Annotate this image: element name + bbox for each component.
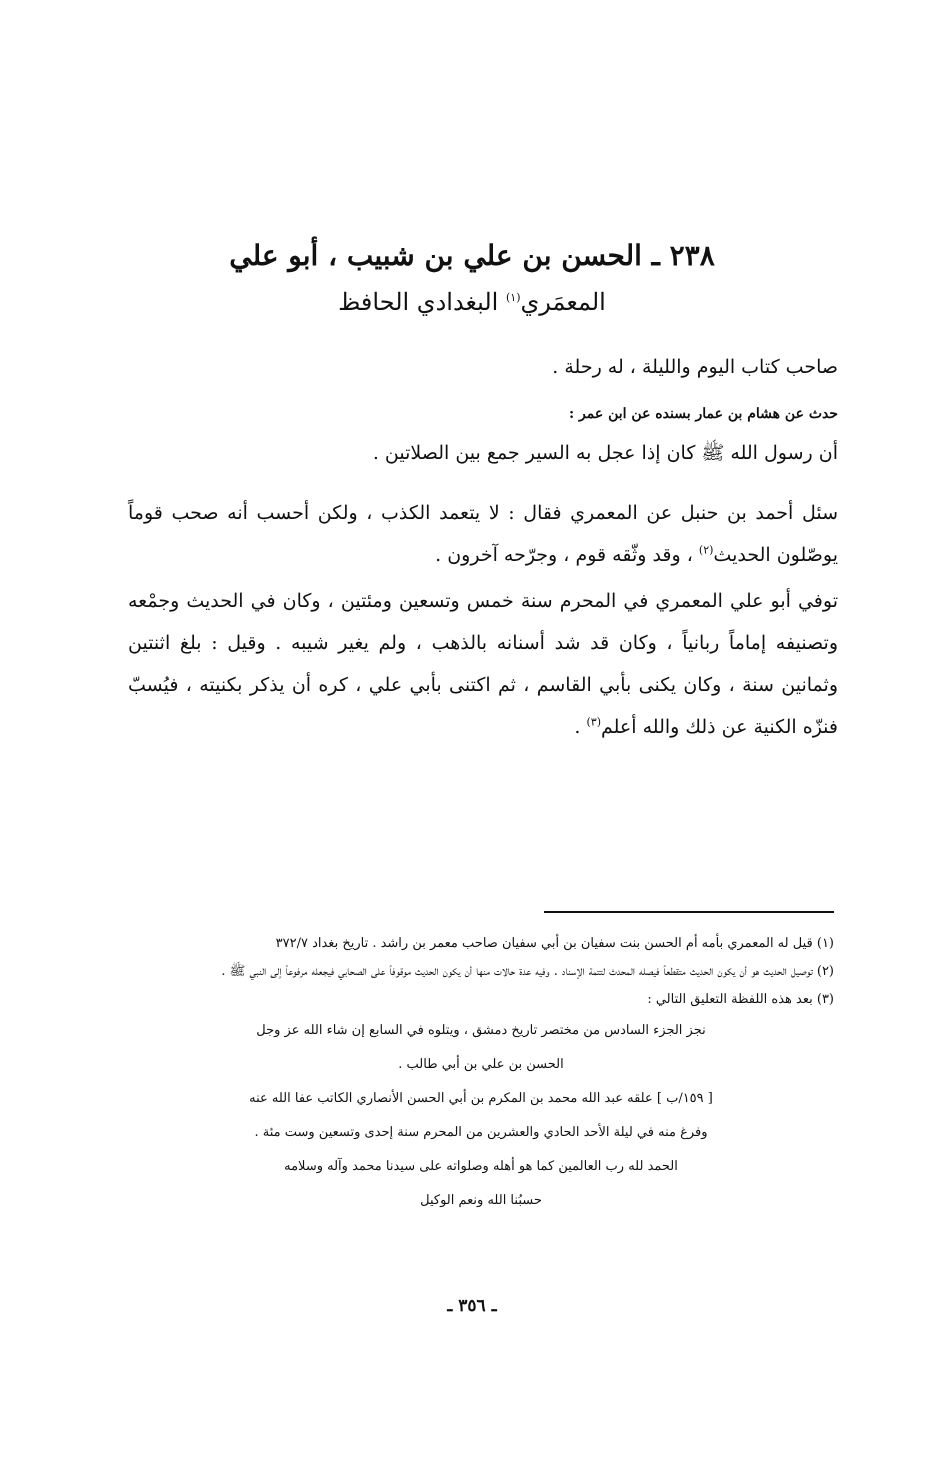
page-number: ـ ٣٥٦ ـ [447,1296,497,1316]
subtitle-rest: البغدادي الحافظ [338,288,506,316]
footnote-ref-2: (٢) [698,543,714,557]
colophon-line: وفرغ منه في ليلة الأحد الحادي والعشرين من المحرم سنة إحدى وتسعين وست مئة . [254,1125,708,1140]
footnote-separator [544,911,834,913]
grading-rest: ، وقد وثّقه قوم ، وجرّحه آخرون . [435,544,699,566]
entry-title: ٢٣٨ ـ الحسن بن علي بن شبيب ، أبو علي [229,239,715,272]
footnote-1: (١) قيل له المعمري بأمه أم الحسن بنت سفيان بن أبي سفيان صاحب معمر بن راشد . تاريخ بغداد ٣٧٢/٧ [275,936,834,951]
grading-text: سئل أحمد بن حنبل عن المعمري فقال : لا يتعمد الكذب ، ولكن أحسب أنه صحب قوماً يوصّلون الحديث [128,502,838,566]
grading-paragraph [128,492,838,576]
subtitle-name: المعمَري [520,288,606,316]
footnote-3-intro: (٣) بعد هذه اللفظة التعليق التالي : [647,992,834,1007]
colophon-line: نجز الجزء السادس من مختصر تاريخ دمشق ، ويتلوه في السابع إن شاء الله عز وجل [256,1023,706,1038]
colophon-line: حسبُنا الله ونعم الوكيل [420,1193,542,1208]
sanad-line: حدث عن هشام بن عمار بسنده عن ابن عمر : [569,406,838,422]
colophon-line: الحسن بن علي بن أبي طالب . [398,1057,564,1072]
death-text: توفي أبو علي المعمري في المحرم سنة خمس وتسعين ومئتين ، وكان في الحديث وجمْعه وتصنيفه إماماً ربانياً ، وكان قد شد أسنانه بالذهب ، ولم يغير شيبه . وقيل : بلغ اثنتين وثمانين سنة ، وكان يكنى بأبي القاسم ، ثم اكتنى بأبي علي ، كره أن يذكر بكنيته ، فيُسبّ فنزّه الكنية عن ذلك والله أعلم [128,590,839,738]
footnotes-section [128,930,834,1218]
hadith-text: أن رسول الله ﷺ كان إذا عجل به السير جمع بين الصلاتين . [372,442,838,464]
death-paragraph [128,580,838,748]
footnote-2: (٢) توصيل الحديث هو أن يكون الحديث متقطعاً فيصله المحدث لتتمة الإسناد . وفيه عدة حالات منها أن يكون الحديث موقوفاً على الصحابي فيجعله مرفوعاً إلى النبي ﷺ . [221,964,834,979]
death-rest: . [574,716,587,738]
footnote-ref-3: (٣) [586,715,601,729]
entry-subtitle [120,286,824,318]
footnote-ref-1: (١) [505,291,521,304]
colophon-line: الحمد لله رب العالمين كما هو أهله وصلواته على سيدنا محمد وآله وسلامه [284,1159,678,1174]
intro-paragraph: صاحب كتاب اليوم والليلة ، له رحلة . [552,356,838,378]
colophon-line: [ ١٥٩/ب ] علقه عبد الله محمد بن المكرم بن أبي الحسن الأنصاري الكاتب عفا الله عنه [249,1091,713,1106]
